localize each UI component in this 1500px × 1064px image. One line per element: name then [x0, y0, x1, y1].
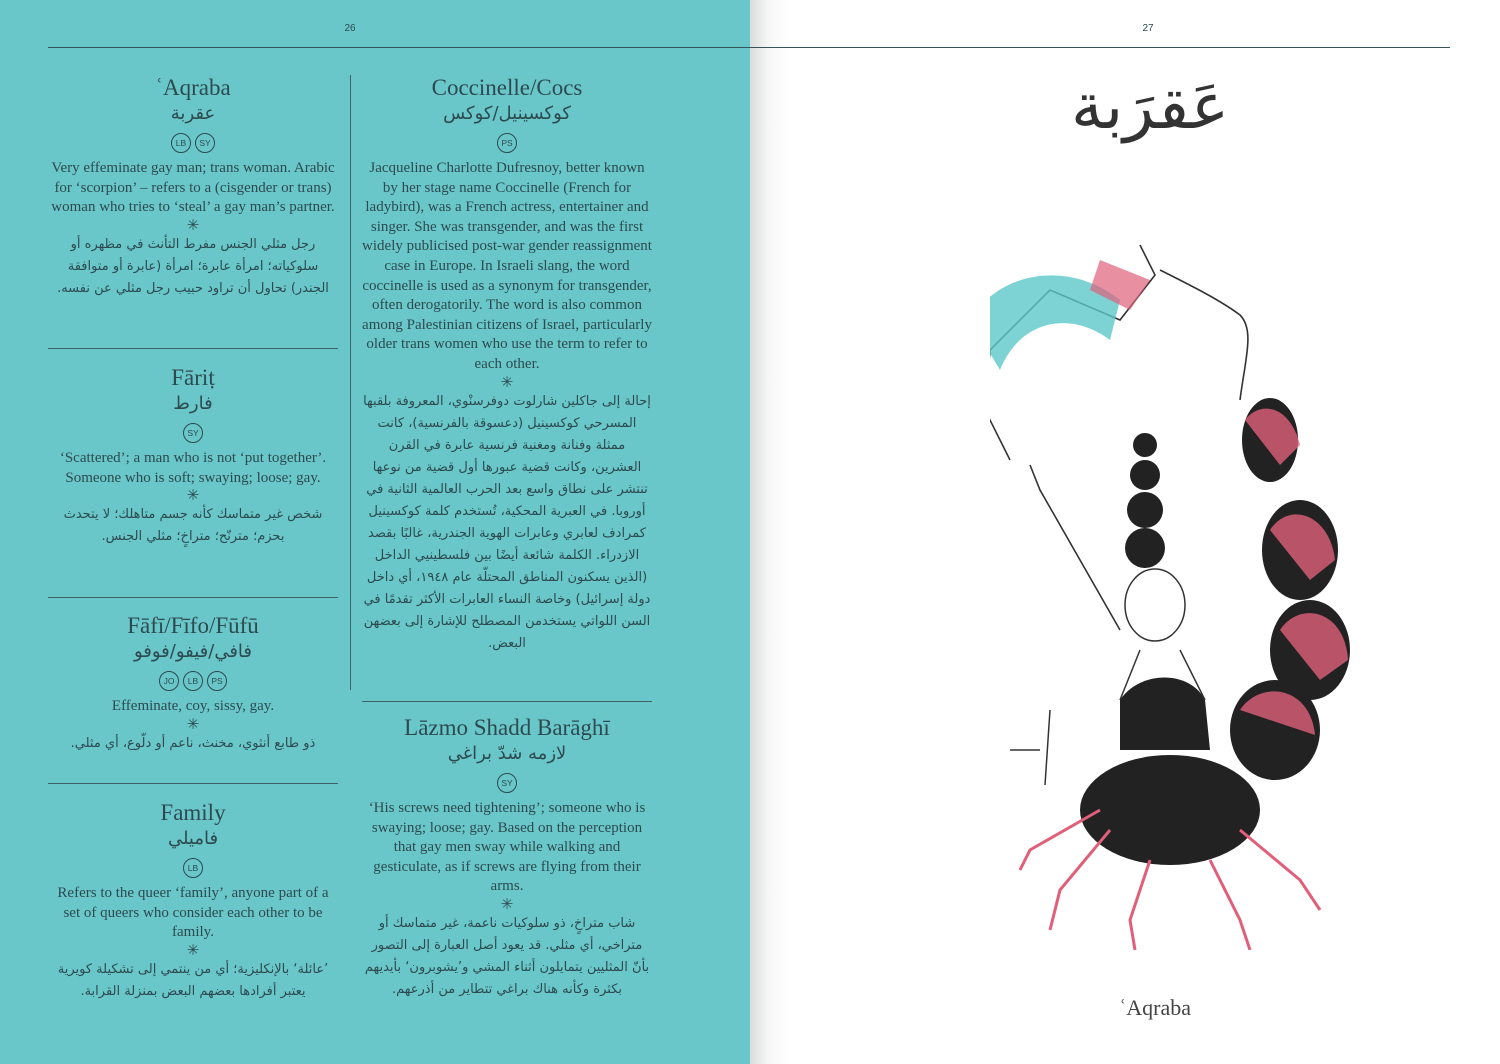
entry-arabic-title: عقربة	[170, 103, 216, 124]
glossary-entry	[48, 800, 338, 1003]
entry-english-definition: ‘Scattered’; a man who is not ‘put together’. Someone who is soft; swaying; loose; gay.	[59, 450, 327, 486]
column-divider	[350, 75, 351, 690]
asterisk-divider-icon: ✳	[500, 896, 514, 913]
scorpion-tail	[1230, 398, 1350, 780]
entry-english-definition: Very effeminate gay man; trans woman. Arabic for ‘scorpion’ – refers to a (cisgender or trans) woman who tries to ‘steal’ a gay man’s partner.	[51, 160, 335, 216]
country-badge: JO	[159, 671, 179, 691]
country-badges	[48, 858, 338, 878]
country-badges	[48, 133, 338, 153]
entry-title: Family	[160, 800, 226, 825]
entry-title: ʿAqraba	[155, 75, 231, 100]
country-badge: PS	[207, 671, 227, 691]
header-rule	[48, 47, 1450, 48]
entry-separator	[48, 348, 338, 349]
country-badge: SY	[195, 133, 215, 153]
entry-arabic-definition: إحالة إلى جاكلين شارلوت دوفرسنْوي، المعروفة بلقبها المسرحي كوكسينيل (دعسوقة بالفرنسية)، كانت ممثلة وفنانة ومغنية فرنسية عابرة في القرن العشرين، وكانت قضية عبورها أول قضية من نوعها تنتشر على نطاق واسع بعد الحرب العالمية الثانية في أوروبا. في العبرية المحكية، تُستخدم كلمة كوكسينيل كمرادف لعابري وعابرات الهوية الجندرية، غالبًا بقصد الازدراء. الكلمة شائعة أيضًا بين فلسطينيي الداخل (الذين يسكنون المناطق المحتلّة عام ١٩٤٨، أي داخل دولة إسرائيل) وخاصة النساء العابرات الأكثر تقدمًا في السن اللواتي يستخدمن المصطلح للإشارة إلى بعضهن البعض.	[363, 393, 651, 651]
country-badge: LB	[183, 858, 203, 878]
country-badges	[48, 423, 338, 443]
page-number-left: 26	[344, 23, 356, 34]
glossary-entry	[362, 715, 652, 1001]
entry-arabic-title: فاميلي	[167, 828, 219, 849]
entry-separator	[362, 701, 652, 702]
asterisk-divider-icon: ✳	[186, 716, 200, 733]
country-badge: SY	[183, 423, 203, 443]
glossary-entry	[48, 75, 338, 300]
entry-arabic-definition: ’عائلة‘ بالإنكليزية؛ أي من ينتمي إلى تشكيلة كويرية يعتبر أفرادها بعضهم البعض بمنزلة القرابة.	[57, 961, 329, 999]
country-badges	[48, 671, 338, 691]
entry-english-definition: Jacqueline Charlotte Dufresnoy, better known by her stage name Coccinelle (French for ladybird), was a French actress, entertainer and singer. She was transgender, and was the first widely publicised post-war gender reassignment case in Europe. In Israeli slang, the word coccinelle is used as a synonym for transgender, often derogatorily. The word is also common among Palestinian citizens of Israel, particularly older trans women who use the term to refer to each other.	[362, 160, 652, 372]
entry-english-definition: ‘His screws need tightening’; someone who is swaying; loose; gay. Based on the perception that gay men sway while walking and gesticulate, as if screws are flying from their arms.	[368, 800, 646, 895]
entry-separator	[48, 783, 338, 784]
country-badges	[362, 133, 652, 153]
country-badge: LB	[183, 671, 203, 691]
entry-separator	[48, 597, 338, 598]
glossary-entry	[48, 613, 338, 755]
glossary-entry	[48, 365, 338, 548]
scorpion-woman-illustration	[990, 230, 1370, 950]
country-badge: PS	[497, 133, 517, 153]
country-badge: SY	[497, 773, 517, 793]
asterisk-divider-icon: ✳	[186, 488, 200, 505]
page-number-right: 27	[1142, 23, 1154, 34]
entry-english-definition: Effeminate, coy, sissy, gay.	[111, 698, 275, 714]
country-badges	[362, 773, 652, 793]
entry-title: Fāfī/Fīfo/Fūfū	[127, 613, 259, 638]
entry-english-definition: Refers to the queer ‘family’, anyone part of a set of queers who consider each other to be family.	[57, 885, 329, 941]
entry-title: Lāzmo Shadd Barāghī	[404, 715, 610, 740]
asterisk-divider-icon: ✳	[186, 217, 200, 234]
glossary-entry	[362, 75, 652, 655]
arabic-calligraphy-title: عَقرَبة	[1071, 70, 1229, 144]
asterisk-divider-icon: ✳	[500, 374, 514, 391]
entry-arabic-definition: شاب متراخٍ، ذو سلوكيات ناعمة، غير متماسك أو متراخي، أي مثلي. قد يعود أصل العبارة إلى التصور بأنّ المثليين يتمايلون أثناء المشي و’يشوبرون‘ بأيديهم بكثرة وكأنه هناك براغي تتطاير من أذرعهم.	[364, 915, 650, 997]
woman-figure	[1010, 433, 1260, 865]
entry-arabic-definition: شخص غير متماسك كأنه جسم متاهلك؛ لا يتحدث بحزم؛ مترنّح؛ متراخٍ؛ مثلي الجنس.	[63, 507, 323, 545]
entry-arabic-definition: ذو طابع أنثوي، مخنث، ناعم أو دلّوع، أي مثلي.	[70, 735, 316, 751]
entry-arabic-title: كوكسينيل/كوكس	[443, 103, 571, 124]
entry-arabic-title: لازمه شدّ براغي	[447, 743, 567, 764]
entry-arabic-definition: رجل مثلي الجنس مفرط التأنث في مظهره أو سلوكياته؛ امرأة عابرة؛ امرأة (عابرة أو متوافقة الجندر) تحاول أن تراود حبيب رجل مثلي عن نفسه.	[57, 236, 329, 296]
country-badge: LB	[171, 133, 191, 153]
illustration-caption: ʿAqraba	[1118, 995, 1192, 1020]
asterisk-divider-icon: ✳	[186, 942, 200, 959]
entry-arabic-title: فافي/فيفو/فوفو	[133, 641, 253, 662]
entry-arabic-title: فارط	[173, 393, 213, 414]
entry-title: Fāriṭ	[171, 365, 215, 390]
entry-title: Coccinelle/Cocs	[431, 75, 583, 100]
